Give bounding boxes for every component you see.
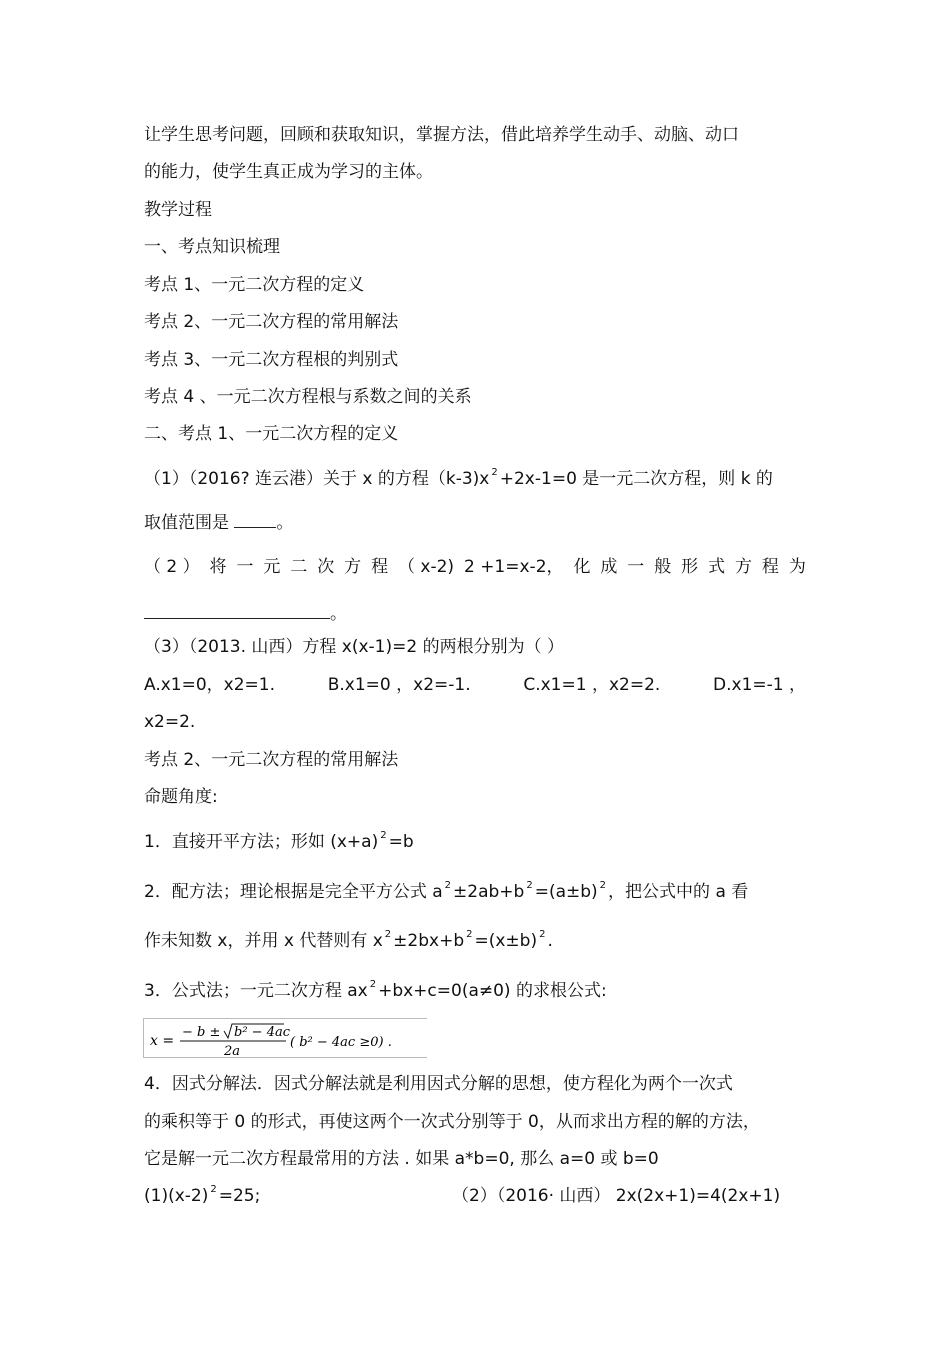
method-text: =(a±b) [534,882,598,902]
question-text: +2x-1=0 是一元二次方程，则 k 的 [499,469,773,489]
example-1 [144,1185,260,1210]
formula-numerator: − b ± [182,1025,221,1040]
method-4: 4．因式分解法．因式分解法就是利用因式分解的思想，使方程化为两个一次式 [144,1074,733,1094]
question-3-tail: x2=2. [144,712,196,732]
method-text: +bx+c=0(a≠0) 的求根公式: [378,981,607,1001]
question-text: 成 [600,557,618,577]
method-2 [144,881,748,906]
superscript: 2 [466,929,473,940]
question-text: 为 [788,557,806,577]
question-text: 方 [344,557,362,577]
example-text: =25; [218,1186,261,1206]
method-text: 2．配方法；理论根据是完全平方公式 a [144,882,443,902]
method-text: ±2bx+b [393,931,465,951]
question-text: 2 +1=x-2， [463,557,564,577]
example-text: (1)(x-2) [144,1186,209,1206]
question-text: 次 [317,557,335,577]
option-a: A.x1=0，x2=1. [144,675,276,695]
question-text: 化 [573,557,591,577]
question-text: 。 [330,604,347,624]
formula-denominator: 2a [224,1044,241,1059]
method-text: ±2ab+b [453,882,525,902]
section-heading: 教学过程 [144,200,212,220]
question-text: 一 [627,557,645,577]
question-text: 一 [236,557,254,577]
question-text: 程 [761,557,779,577]
example-2: （2）（2016· 山西） 2x(2x+1)=4(2x+1) [452,1186,781,1206]
superscript: 2 [526,880,533,891]
method-4-cont: 的乘积等于 0 的形式，再使这两个一次式分别等于 0，从而求出方程的解的方法， [144,1112,760,1132]
question-3-options [144,674,806,696]
superscript: 2 [369,979,377,990]
method-2-cont [144,930,553,955]
question-text: 般 [654,557,672,577]
method-text: =(x±b) [474,931,538,951]
question-text: 式 [708,557,726,577]
section-heading: 二、考点 1、一元二次方程的定义 [144,424,399,444]
method-4-cont: 它是解一元二次方程最常用的方法 . 如果 a*b=0, 那么 a=0 或 b=0 [144,1149,659,1169]
superscript: 2 [210,1184,217,1195]
option-d: D.x1=-1 ， [713,675,806,695]
option-c: C.x1=1 ，x2=2. [523,675,661,695]
method-text: . [547,931,553,951]
question-2-cont [144,602,347,625]
text-line: 考点 2、一元二次方程的常用解法 [144,312,399,332]
question-text: 取值范围是 [144,513,229,533]
answer-blank[interactable] [234,511,276,528]
formula-condition: ( b² − 4ac ≥0) . [290,1035,392,1050]
superscript: 2 [444,880,452,891]
formula-lhs: x = [150,1033,175,1049]
option-b: B.x1=0 ，x2=-1. [327,675,471,695]
section-heading: 考点 2、一元二次方程的常用解法 [144,750,399,770]
text-line: 的能力，使学生真正成为学习的主体。 [144,162,433,182]
superscript: 2 [380,830,387,841]
question-text: （1）（2016? 连云港）关于 x 的方程（k-3)x [144,469,490,489]
question-text: （ 2 ） [144,557,200,577]
method-3 [144,980,607,1005]
text-line: 让学生思考问题，回顾和获取知识，掌握方法，借此培养学生动手、动脑、动口 [144,125,739,145]
superscript: 2 [384,929,392,940]
question-text: 。 [276,513,294,533]
text-line: 考点 1、一元二次方程的定义 [144,275,365,295]
quadratic-formula-graphic [144,1019,428,1059]
question-2 [144,556,806,578]
method-text: 作未知数 x，并用 x 代替则有 x [144,931,383,951]
question-text: 方 [734,557,752,577]
question-1 [144,468,773,493]
superscript: 2 [539,929,546,940]
method-1 [144,831,414,856]
question-3: （3）（2013. 山西）方程 x(x-1)=2 的两根分别为（ ） [144,637,564,657]
question-1-cont [144,511,293,534]
quadratic-formula [143,1018,427,1058]
question-text: 元 [263,557,281,577]
superscript: 2 [491,467,498,478]
question-text: 二 [290,557,308,577]
answer-blank[interactable] [144,602,330,619]
question-text: （ x-2) [398,557,455,577]
formula-radicand: b² − 4ac [234,1025,290,1040]
question-text: 形 [681,557,699,577]
question-text: 将 [209,557,227,577]
text-line: 考点 3、一元二次方程根的判别式 [144,350,399,370]
text-line: 考点 4 、一元二次方程根与系数之间的关系 [144,387,472,407]
text-line: 命题角度: [144,787,218,807]
method-text: 3．公式法；一元二次方程 ax [144,981,368,1001]
superscript: 2 [599,880,607,891]
section-heading: 一、考点知识梳理 [144,237,280,257]
method-text: 1．直接开平方法；形如 (x+a) [144,832,379,852]
method-text: =b [388,832,414,852]
question-text: 程 [371,557,389,577]
method-text: ，把公式中的 a 看 [608,882,749,902]
